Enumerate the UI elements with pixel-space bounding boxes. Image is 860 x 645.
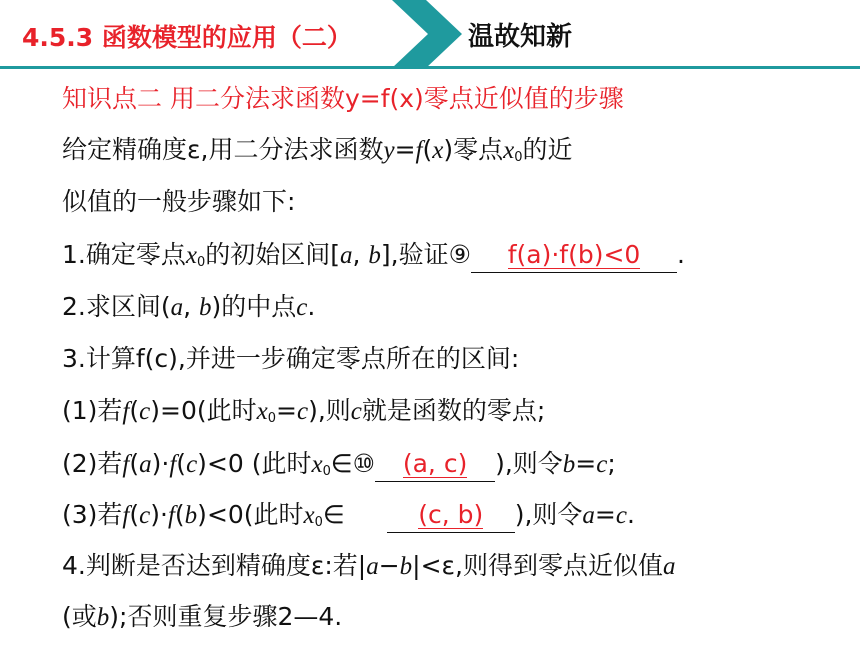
intro-line-1: 给定精确度ε,用二分法求函数y=f(x)零点$x_0$的近 (62, 135, 573, 165)
step-1: 1.确定零点$x_0$的初始区间[a, b],验证⑨ f(a)·f(b)<0 . (62, 238, 685, 280)
knowledge-heading: 知识点二 用二分法求函数y=f(x)零点近似值的步骤 (62, 84, 624, 113)
step-3-case-1: (1)若f(c)=0(此时$x_0=c$),则c就是函数的零点; (62, 396, 546, 426)
step-2: 2.求区间(a, b)的中点c. (62, 292, 316, 321)
answer-blank-11: (c, b) (387, 498, 515, 533)
answer-blank-9: f(a)·f(b)<0 (471, 238, 677, 273)
section-label: 温故知新 (468, 22, 573, 52)
header-divider (0, 66, 860, 69)
step-3-case-3: (3)若f(c)·f(b)<0(此时$x_0\in$ (c, b) ),则令a=c. (62, 498, 635, 540)
step-3: 3.计算f(c),并进一步确定零点所在的区间: (62, 344, 520, 373)
step-3-case-2: (2)若f(a)·f(c)<0 (此时$x_0\in ⑩$ (a, c) ),则令b=c; (62, 447, 616, 489)
slide-title: 4.5.3 函数模型的应用（二） (22, 23, 352, 52)
step-4: 4.判断是否达到精确度ε:若|a−b|<ε,则得到零点近似值a (62, 551, 676, 580)
answer-blank-10: (a, c) (375, 447, 495, 482)
step-4-continued: (或b);否则重复步骤2—4. (62, 602, 343, 631)
slide-header (0, 0, 860, 72)
intro-line-2: 似值的一般步骤如下: (62, 187, 296, 216)
